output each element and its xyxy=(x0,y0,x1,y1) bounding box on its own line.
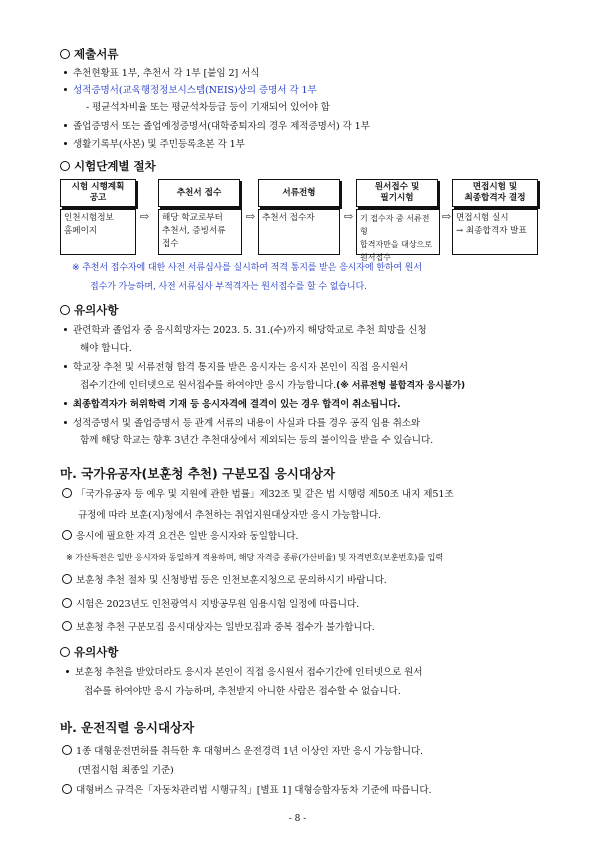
bullet-icon xyxy=(64,328,67,331)
section-ma-line-text: 시험은 2023년도 인천광역시 지방공무원 임용시험 일정에 따릅니다. xyxy=(76,599,360,610)
caution-item-text: 최종합격자가 허위학력 기재 등 응시자격에 결격이 있는 경우 합격이 취소됩니다. xyxy=(73,399,401,410)
flow-step-head-text: 시험 시행계획 공고 xyxy=(71,182,125,203)
submission-item xyxy=(64,67,259,80)
procedure-note xyxy=(72,262,422,275)
bullet-icon xyxy=(64,402,67,405)
submission-item-text: 생활기록부(사본) 및 주민등록초본 각 1부 xyxy=(73,139,245,150)
procedure-note xyxy=(90,281,367,294)
page-number: - 8 - xyxy=(288,814,307,824)
section-ma-line xyxy=(62,598,359,611)
section-ba-title xyxy=(60,718,194,736)
bullet-icon xyxy=(64,421,67,424)
section-ma-line xyxy=(62,621,375,634)
arrow-right-icon: ⇨ xyxy=(442,210,452,223)
flow-step-head-text: 서류전형 xyxy=(282,187,316,198)
submission-title: 제출서류 xyxy=(74,47,119,61)
bullet-icon xyxy=(64,88,67,91)
section-ma-line xyxy=(78,509,381,522)
bullet-icon xyxy=(64,124,67,127)
flow-step-head xyxy=(356,179,438,207)
section-ma-line xyxy=(62,530,298,543)
section-ma-line-text: 응시에 필요한 자격 요건은 일반 응시자와 동일합니다. xyxy=(76,531,299,542)
submission-subitem xyxy=(86,101,330,114)
caution-item xyxy=(64,324,427,337)
caution-item-cont xyxy=(80,342,132,355)
bullet-icon xyxy=(64,142,67,145)
caution-item-text: 학교장 추천 및 서류전형 합격 통지를 받은 응시자는 응시자 본인이 직접 응시원서 xyxy=(73,362,408,373)
flow-step-head xyxy=(60,179,136,207)
section-ma-line-text: 보훈청 추천 절차 및 신청방법 등은 인천보훈지청으로 문의하시기 바랍니다. xyxy=(76,575,387,586)
section-ma-note-text: ※ 가산특전은 일반 응시자와 동일하게 적용하며, 해당 자격증 종류(가산비율) 및 자격번호(보훈번호)를 입력 xyxy=(66,552,444,562)
caution-title: 유의사항 xyxy=(74,303,119,317)
submission-item-text: 추천현황표 1부, 추천서 각 1부 [붙임 2] 서식 xyxy=(73,68,260,79)
caution-item xyxy=(66,666,422,679)
caution-bold-tail: (※ 서류전형 불합격자 응시불가) xyxy=(336,381,465,391)
procedure-heading xyxy=(60,158,156,174)
section-ma-line-text: 보훈청 추천 구분모집 응시대상자는 일반모집과 중복 접수가 불가합니다. xyxy=(76,622,375,633)
flow-step-head-text: 면접시험 및 최종합격자 결정 xyxy=(464,182,526,203)
flow-step-body-text: 기 접수자 중 서류전형 합격자만을 대상으로 원서접수 xyxy=(360,214,433,262)
flow-step-head-text: 추천서 접수 xyxy=(176,187,222,198)
caution-title: 유의사항 xyxy=(74,645,119,659)
caution-item-text: 접수를 하여야만 응시 가능하며, 추천받지 아니한 사람은 접수할 수 없습니다. xyxy=(84,686,401,697)
circle-bullet-icon xyxy=(62,488,72,498)
section-ba-title-text: 바. 운전직렬 응시대상자 xyxy=(60,720,195,735)
submission-subitem-text: - 평균석차비율 또는 평균석차등급 등이 기재되어 있어야 함 xyxy=(86,102,330,113)
caution-heading xyxy=(60,302,118,318)
submission-item xyxy=(64,84,317,97)
bullet-icon xyxy=(64,365,67,368)
arrow-right-icon: ⇨ xyxy=(344,210,354,223)
circle-bullet-icon xyxy=(62,598,72,608)
section-ma-line xyxy=(62,488,454,501)
submission-heading xyxy=(60,46,118,62)
section-ma-line-text: 규정에 따라 보훈(지)청에서 추천하는 취업지원대상자만 응시 가능합니다. xyxy=(78,510,381,521)
flow-step-head-text: 원서접수 및 필기시험 xyxy=(374,182,420,203)
submission-item xyxy=(64,120,370,133)
circle-bullet-icon xyxy=(60,49,70,59)
submission-item-text: 성적증명서(교육행정정보시스템(NEIS)상의 증명서 각 1부 xyxy=(73,85,317,96)
flow-step-body xyxy=(60,209,136,255)
flow-step-body xyxy=(356,209,440,262)
arrow-right-icon: ⇨ xyxy=(246,210,256,223)
procedure-title: 시험단계별 절차 xyxy=(74,159,156,173)
caution-heading xyxy=(60,644,118,660)
section-ba-line xyxy=(78,764,174,777)
circle-bullet-icon xyxy=(60,161,70,171)
section-ma-line xyxy=(62,574,387,587)
arrow-right-icon: ⇨ xyxy=(140,210,150,223)
flow-step-body-text: 추천서 접수자 xyxy=(262,213,315,223)
circle-bullet-icon xyxy=(62,784,72,794)
section-ma-title-text: 마. 국가유공자(보훈청 추천) 구분모집 응시대상자 xyxy=(60,466,336,481)
section-ba-line xyxy=(62,784,431,797)
flow-step-body xyxy=(258,209,340,255)
procedure-note-text: 접수가 가능하며, 사전 서류심사 부적격자는 원서접수를 할 수 없습니다. xyxy=(90,282,367,292)
caution-item-text: 관련학과 졸업자 중 응시희망자는 2023. 5. 31.(수)까지 해당학교로 추천 희망을 신청 xyxy=(73,325,427,336)
circle-bullet-icon xyxy=(60,305,70,315)
caution-item-text: 성적증명서 및 졸업증명서 등 관계 서류의 내용이 사실과 다를 경우 공직 임용 취소와 xyxy=(73,418,421,429)
caution-item-text: 함께 해당 학교는 향후 3년간 추천대상에서 제외되는 등의 불이익을 받을 수 있습니다. xyxy=(80,435,434,446)
flow-step-body-text: 면접시험 실시 → 최종합격자 발표 xyxy=(456,213,527,236)
caution-item-cont xyxy=(80,379,465,393)
section-ma-line-text: 「국가유공자 등 예우 및 지원에 관한 법률」제32조 및 같은 법 시행령 제50조 내지 제51조 xyxy=(76,489,454,500)
flow-step-body xyxy=(452,209,538,255)
caution-item xyxy=(64,417,420,430)
flow-step-head xyxy=(452,179,538,207)
circle-bullet-icon xyxy=(62,530,72,540)
section-ba-line-text: (면접시험 최종일 기준) xyxy=(78,765,174,776)
section-ma-note xyxy=(66,551,443,564)
submission-item xyxy=(64,138,245,151)
bullet-icon xyxy=(66,670,69,673)
section-ma-title xyxy=(60,464,335,482)
flow-step-body-text: 인천시험정보 홈페이지 xyxy=(64,213,114,236)
flow-step-body xyxy=(158,209,242,255)
caution-item-cont xyxy=(84,685,401,698)
circle-bullet-icon xyxy=(60,647,70,657)
bullet-icon xyxy=(64,71,67,74)
circle-bullet-icon xyxy=(62,574,72,584)
section-ba-line xyxy=(62,745,423,758)
section-ba-line-text: 대형버스 규격은「자동차관리법 시행규칙」[별표 1] 대형승합자동차 기준에 따릅니다. xyxy=(76,785,432,796)
flow-step-head xyxy=(258,179,340,207)
procedure-note-text: ※ 추천서 접수자에 대한 사전 서류심사를 실시하여 적격 통지를 받은 응시자에 한하여 원서 xyxy=(72,263,422,273)
caution-item-text: 접수기간에 인터넷으로 원서접수를 하여야만 응시 가능합니다. xyxy=(80,380,337,391)
submission-item-text: 졸업증명서 또는 졸업예정증명서(대학중퇴자의 경우 제적증명서) 각 1부 xyxy=(73,121,370,132)
caution-item-text: 해야 합니다. xyxy=(80,343,132,354)
caution-item-text: 보훈청 추천을 받았더라도 응시자 본인이 직접 응시원서 접수기간에 인터넷으로 원서 xyxy=(75,667,423,678)
flow-step-body-text: 해당 학교로부터 추천서, 증빙서류 접수 xyxy=(162,213,226,249)
section-ba-line-text: 1종 대형운전면허를 취득한 후 대형버스 운전경력 1년 이상인 자만 응시 가능합니다. xyxy=(76,746,423,757)
circle-bullet-icon xyxy=(62,621,72,631)
circle-bullet-icon xyxy=(62,745,72,755)
caution-item xyxy=(64,398,401,411)
caution-item xyxy=(64,361,408,374)
caution-item-cont xyxy=(80,434,433,447)
flow-step-head xyxy=(158,179,240,207)
